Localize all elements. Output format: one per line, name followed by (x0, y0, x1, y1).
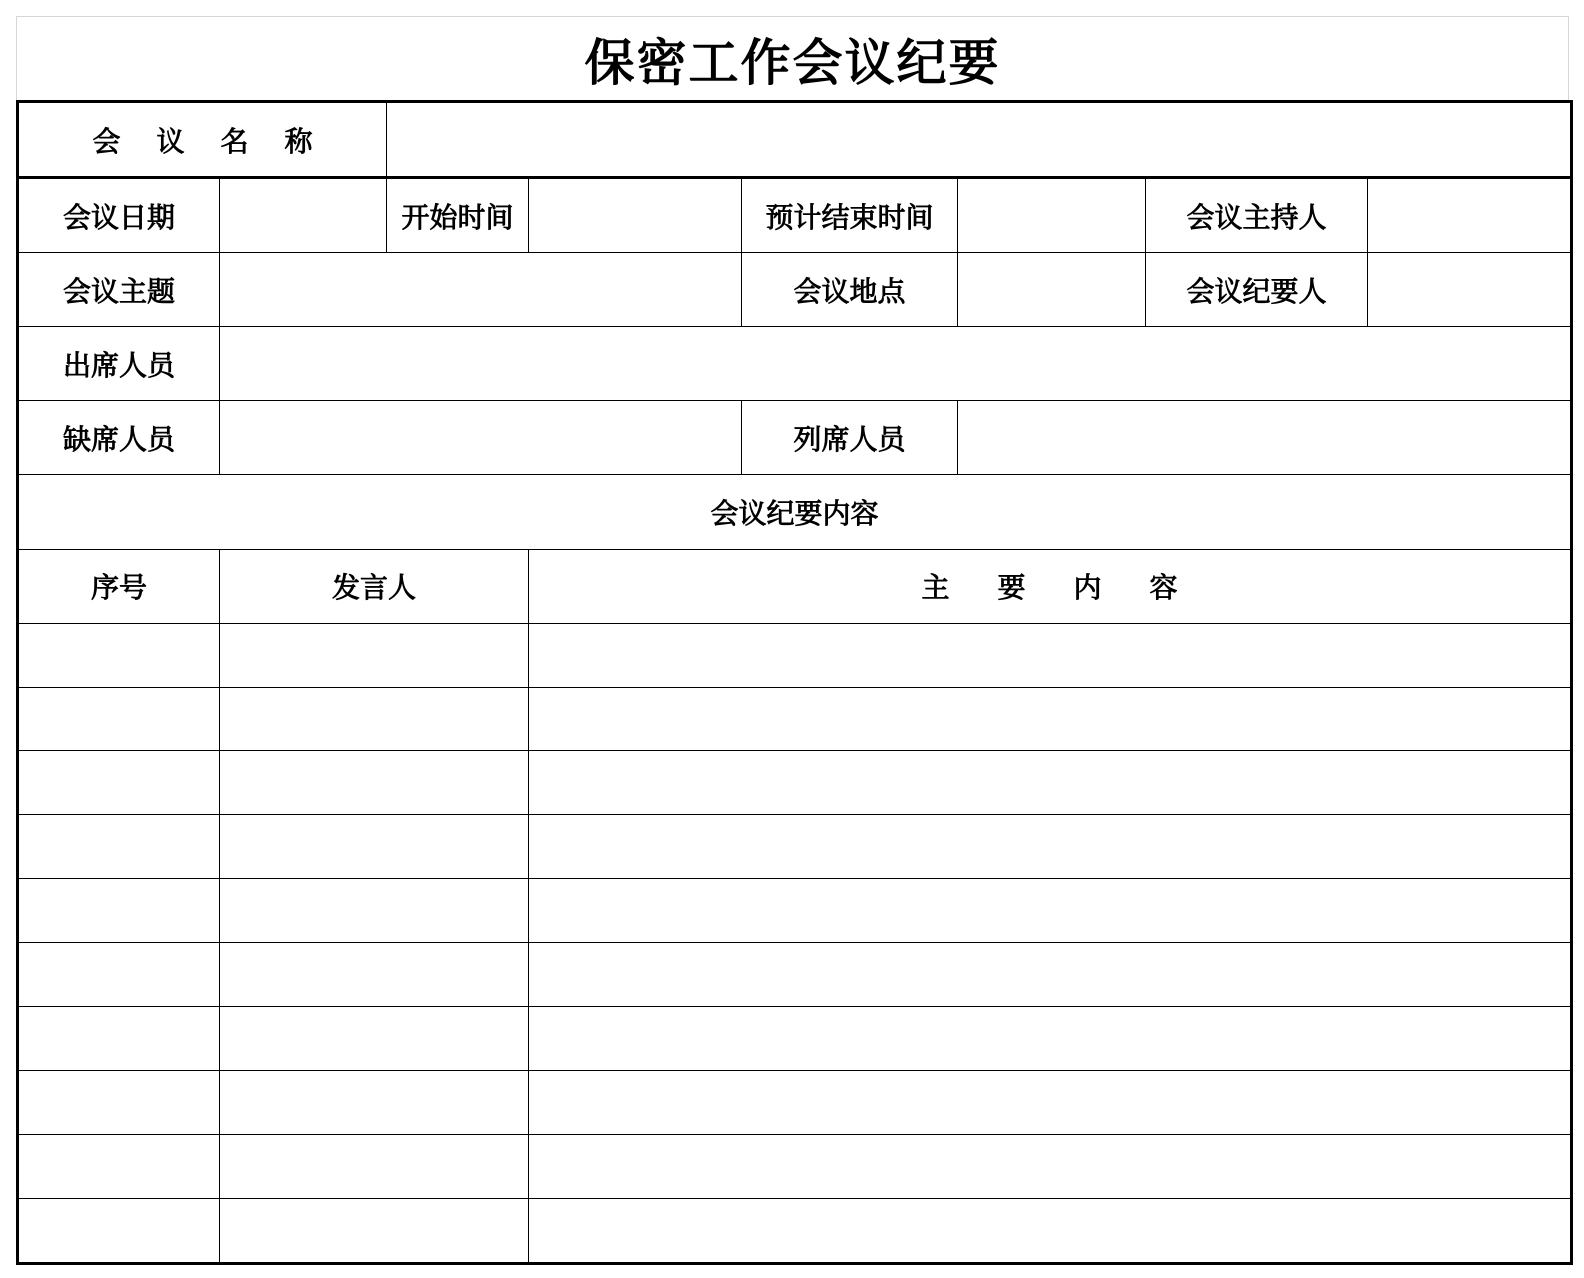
column-header-content: 主要内容 (529, 549, 1572, 623)
index-cell[interactable] (18, 623, 220, 687)
speaker-cell[interactable] (220, 879, 529, 943)
content-cell[interactable] (529, 1007, 1572, 1071)
speaker-cell[interactable] (220, 1134, 529, 1198)
speaker-cell[interactable] (220, 943, 529, 1007)
content-cell[interactable] (529, 1071, 1572, 1135)
index-cell[interactable] (18, 1071, 220, 1135)
column-header-speaker: 发言人 (220, 549, 529, 623)
minutes-row (18, 1198, 1572, 1263)
attendees-label: 出席人员 (18, 327, 220, 401)
observers-field[interactable] (958, 401, 1572, 475)
host-label: 会议主持人 (1146, 178, 1368, 253)
minutes-section-label: 会议纪要内容 (18, 475, 1572, 549)
content-cell[interactable] (529, 815, 1572, 879)
index-cell[interactable] (18, 815, 220, 879)
minutes-row (18, 751, 1572, 815)
minutes-row (18, 943, 1572, 1007)
index-cell[interactable] (18, 1134, 220, 1198)
speaker-cell[interactable] (220, 1007, 529, 1071)
recorder-label: 会议纪要人 (1146, 253, 1368, 327)
content-cell[interactable] (529, 879, 1572, 943)
index-cell[interactable] (18, 1007, 220, 1071)
index-cell[interactable] (18, 943, 220, 1007)
minutes-row (18, 815, 1572, 879)
minutes-header-row (18, 549, 1572, 623)
location-label: 会议地点 (742, 253, 958, 327)
recorder-field[interactable] (1368, 253, 1572, 327)
minutes-row (18, 1071, 1572, 1135)
absentees-field[interactable] (220, 401, 742, 475)
minutes-row (18, 687, 1572, 751)
observers-label: 列席人员 (742, 401, 958, 475)
content-cell[interactable] (529, 1198, 1572, 1263)
minutes-row (18, 623, 1572, 687)
start-time-field[interactable] (529, 178, 742, 253)
speaker-cell[interactable] (220, 815, 529, 879)
meeting-name-field[interactable] (387, 102, 1572, 178)
index-cell[interactable] (18, 751, 220, 815)
content-cell[interactable] (529, 623, 1572, 687)
index-cell[interactable] (18, 879, 220, 943)
speaker-cell[interactable] (220, 623, 529, 687)
speaker-cell[interactable] (220, 1198, 529, 1263)
end-time-field[interactable] (958, 178, 1146, 253)
title-bar (16, 16, 1569, 100)
topic-field[interactable] (220, 253, 742, 327)
end-time-label: 预计结束时间 (742, 178, 958, 253)
meeting-date-field[interactable] (220, 178, 387, 253)
meeting-name-label: 会议名称 (18, 102, 387, 178)
meeting-minutes-sheet (16, 16, 1570, 1265)
location-field[interactable] (958, 253, 1146, 327)
topic-label: 会议主题 (18, 253, 220, 327)
minutes-row (18, 879, 1572, 943)
meeting-date-label: 会议日期 (18, 178, 220, 253)
index-cell[interactable] (18, 1198, 220, 1263)
speaker-cell[interactable] (220, 687, 529, 751)
attendees-field[interactable] (220, 327, 1572, 401)
absentees-label: 缺席人员 (18, 401, 220, 475)
minutes-row (18, 1007, 1572, 1071)
content-cell[interactable] (529, 751, 1572, 815)
content-cell[interactable] (529, 1134, 1572, 1198)
document-title: 保密工作会议纪要 (584, 33, 1001, 92)
start-time-label: 开始时间 (387, 178, 529, 253)
host-field[interactable] (1368, 178, 1572, 253)
content-cell[interactable] (529, 943, 1572, 1007)
column-header-index: 序号 (18, 549, 220, 623)
speaker-cell[interactable] (220, 1071, 529, 1135)
content-cell[interactable] (529, 687, 1572, 751)
minutes-row (18, 1134, 1572, 1198)
index-cell[interactable] (18, 687, 220, 751)
minutes-form-table (16, 100, 1573, 1265)
speaker-cell[interactable] (220, 751, 529, 815)
